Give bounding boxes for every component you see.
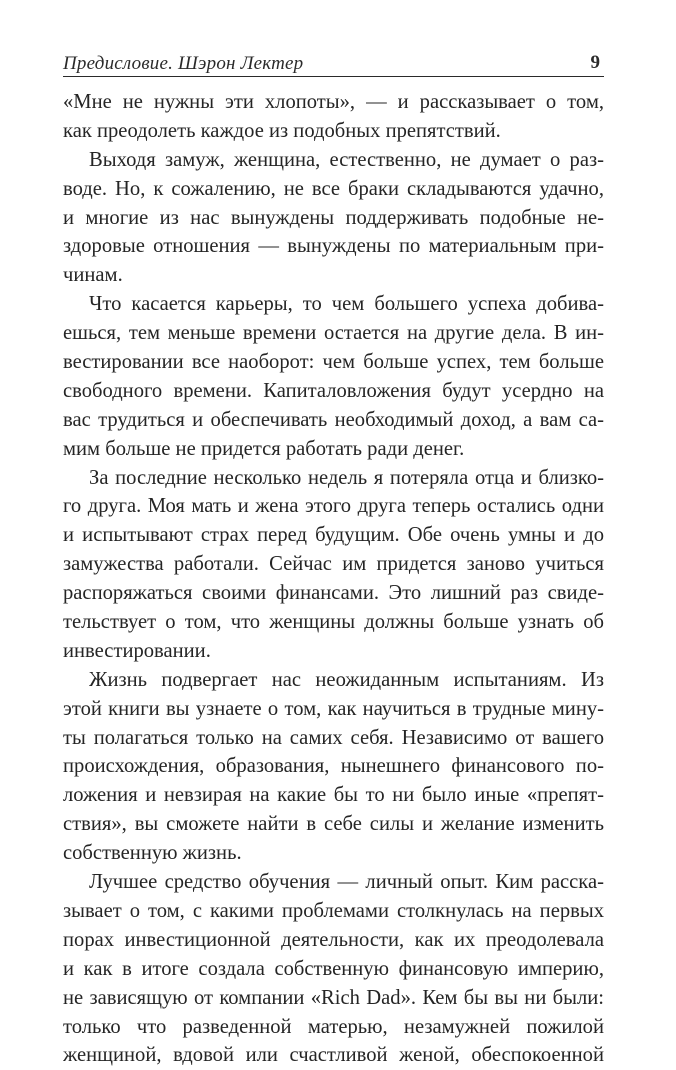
text-line: собственную жизнь. [63, 842, 242, 865]
text-line: как преодолеть каждое из подобных препятствий. [63, 119, 501, 142]
body-text [63, 88, 604, 1070]
header-title: Предисловие. Шэрон Лектер [63, 53, 304, 74]
paragraph [63, 666, 604, 868]
text-line: чинам. [63, 264, 123, 287]
text-line: и многие из нас вынуждены поддерживать подобные не- [63, 206, 604, 229]
text-line: ствия», вы сможете найти в себе силы и желание изменить [63, 813, 604, 836]
text-line: воде. Но, к сожалению, не все браки складываются удачно, [63, 177, 604, 200]
running-header [63, 50, 604, 77]
text-line: мим больше не придется работать ради денег. [63, 437, 465, 460]
text-line: ты полагаться только на самих себя. Независимо от вашего [63, 726, 604, 749]
text-line: Лучшее средство обучения — личный опыт. Ким расска- [89, 871, 604, 894]
text-line: «Мне не нужны эти хлопоты», — и рассказывает о том, [63, 91, 604, 113]
text-line: только что разведенной матерью, незамужней пожилой [63, 1015, 604, 1038]
text-line: этой книги вы узнаете о том, как научиться в трудные мину- [63, 697, 604, 720]
text-line: распоряжаться своими финансами. Это лишний раз свиде- [63, 582, 604, 605]
text-line: и испытывают страх перед будущим. Обе очень умны и до [63, 524, 604, 547]
text-line: Что касается карьеры, то чем большего успеха добива- [89, 293, 604, 316]
text-line: ложения и невзирая на какие бы то ни было иные «препят- [63, 784, 604, 807]
text-line: Жизнь подвергает нас неожиданным испытаниям. Из [89, 668, 604, 691]
text-line: инвестировании. [63, 639, 211, 662]
paragraph [63, 88, 604, 146]
page-number: 9 [590, 52, 600, 73]
text-line: зывает о том, с какими проблемами столкнулась на первых [63, 899, 604, 922]
text-line: не зависящую от компании «Rich Dad». Кем бы вы ни были: [63, 986, 604, 1009]
text-line: Выходя замуж, женщина, естественно, не думает о раз- [89, 148, 604, 171]
text-line: вас трудиться и обеспечивать необходимый доход, а вам са- [63, 408, 604, 431]
paragraph [63, 146, 604, 290]
text-line: порах инвестиционной деятельности, как их преодолевала [63, 928, 604, 951]
text-line: тельствует о том, что женщины должны больше узнать об [63, 611, 604, 634]
text-line: го друга. Моя мать и жена этого друга теперь остались одни [63, 495, 604, 518]
paragraph [63, 868, 604, 1070]
text-line: замужества работали. Сейчас им придется заново учиться [63, 553, 604, 576]
paragraph [63, 464, 604, 666]
text-line: ешься, тем меньше времени остается на другие дела. В ин- [63, 322, 604, 345]
text-line: происхождения, образования, нынешнего финансового по- [63, 755, 604, 778]
paragraph [63, 290, 604, 463]
text-line: вестировании все наоборот: чем больше успех, тем больше [63, 351, 604, 374]
text-line: свободного времени. Капиталовложения будут усердно на [63, 379, 604, 402]
text-line: и как в итоге создала собственную финансовую империю, [63, 957, 604, 980]
text-line: женщиной, вдовой или счастливой женой, обеспокоенной [63, 1044, 604, 1067]
text-line: здоровые отношения — вынуждены по материальным при- [63, 235, 604, 258]
text-line: За последние несколько недель я потеряла отца и близко- [89, 466, 604, 489]
